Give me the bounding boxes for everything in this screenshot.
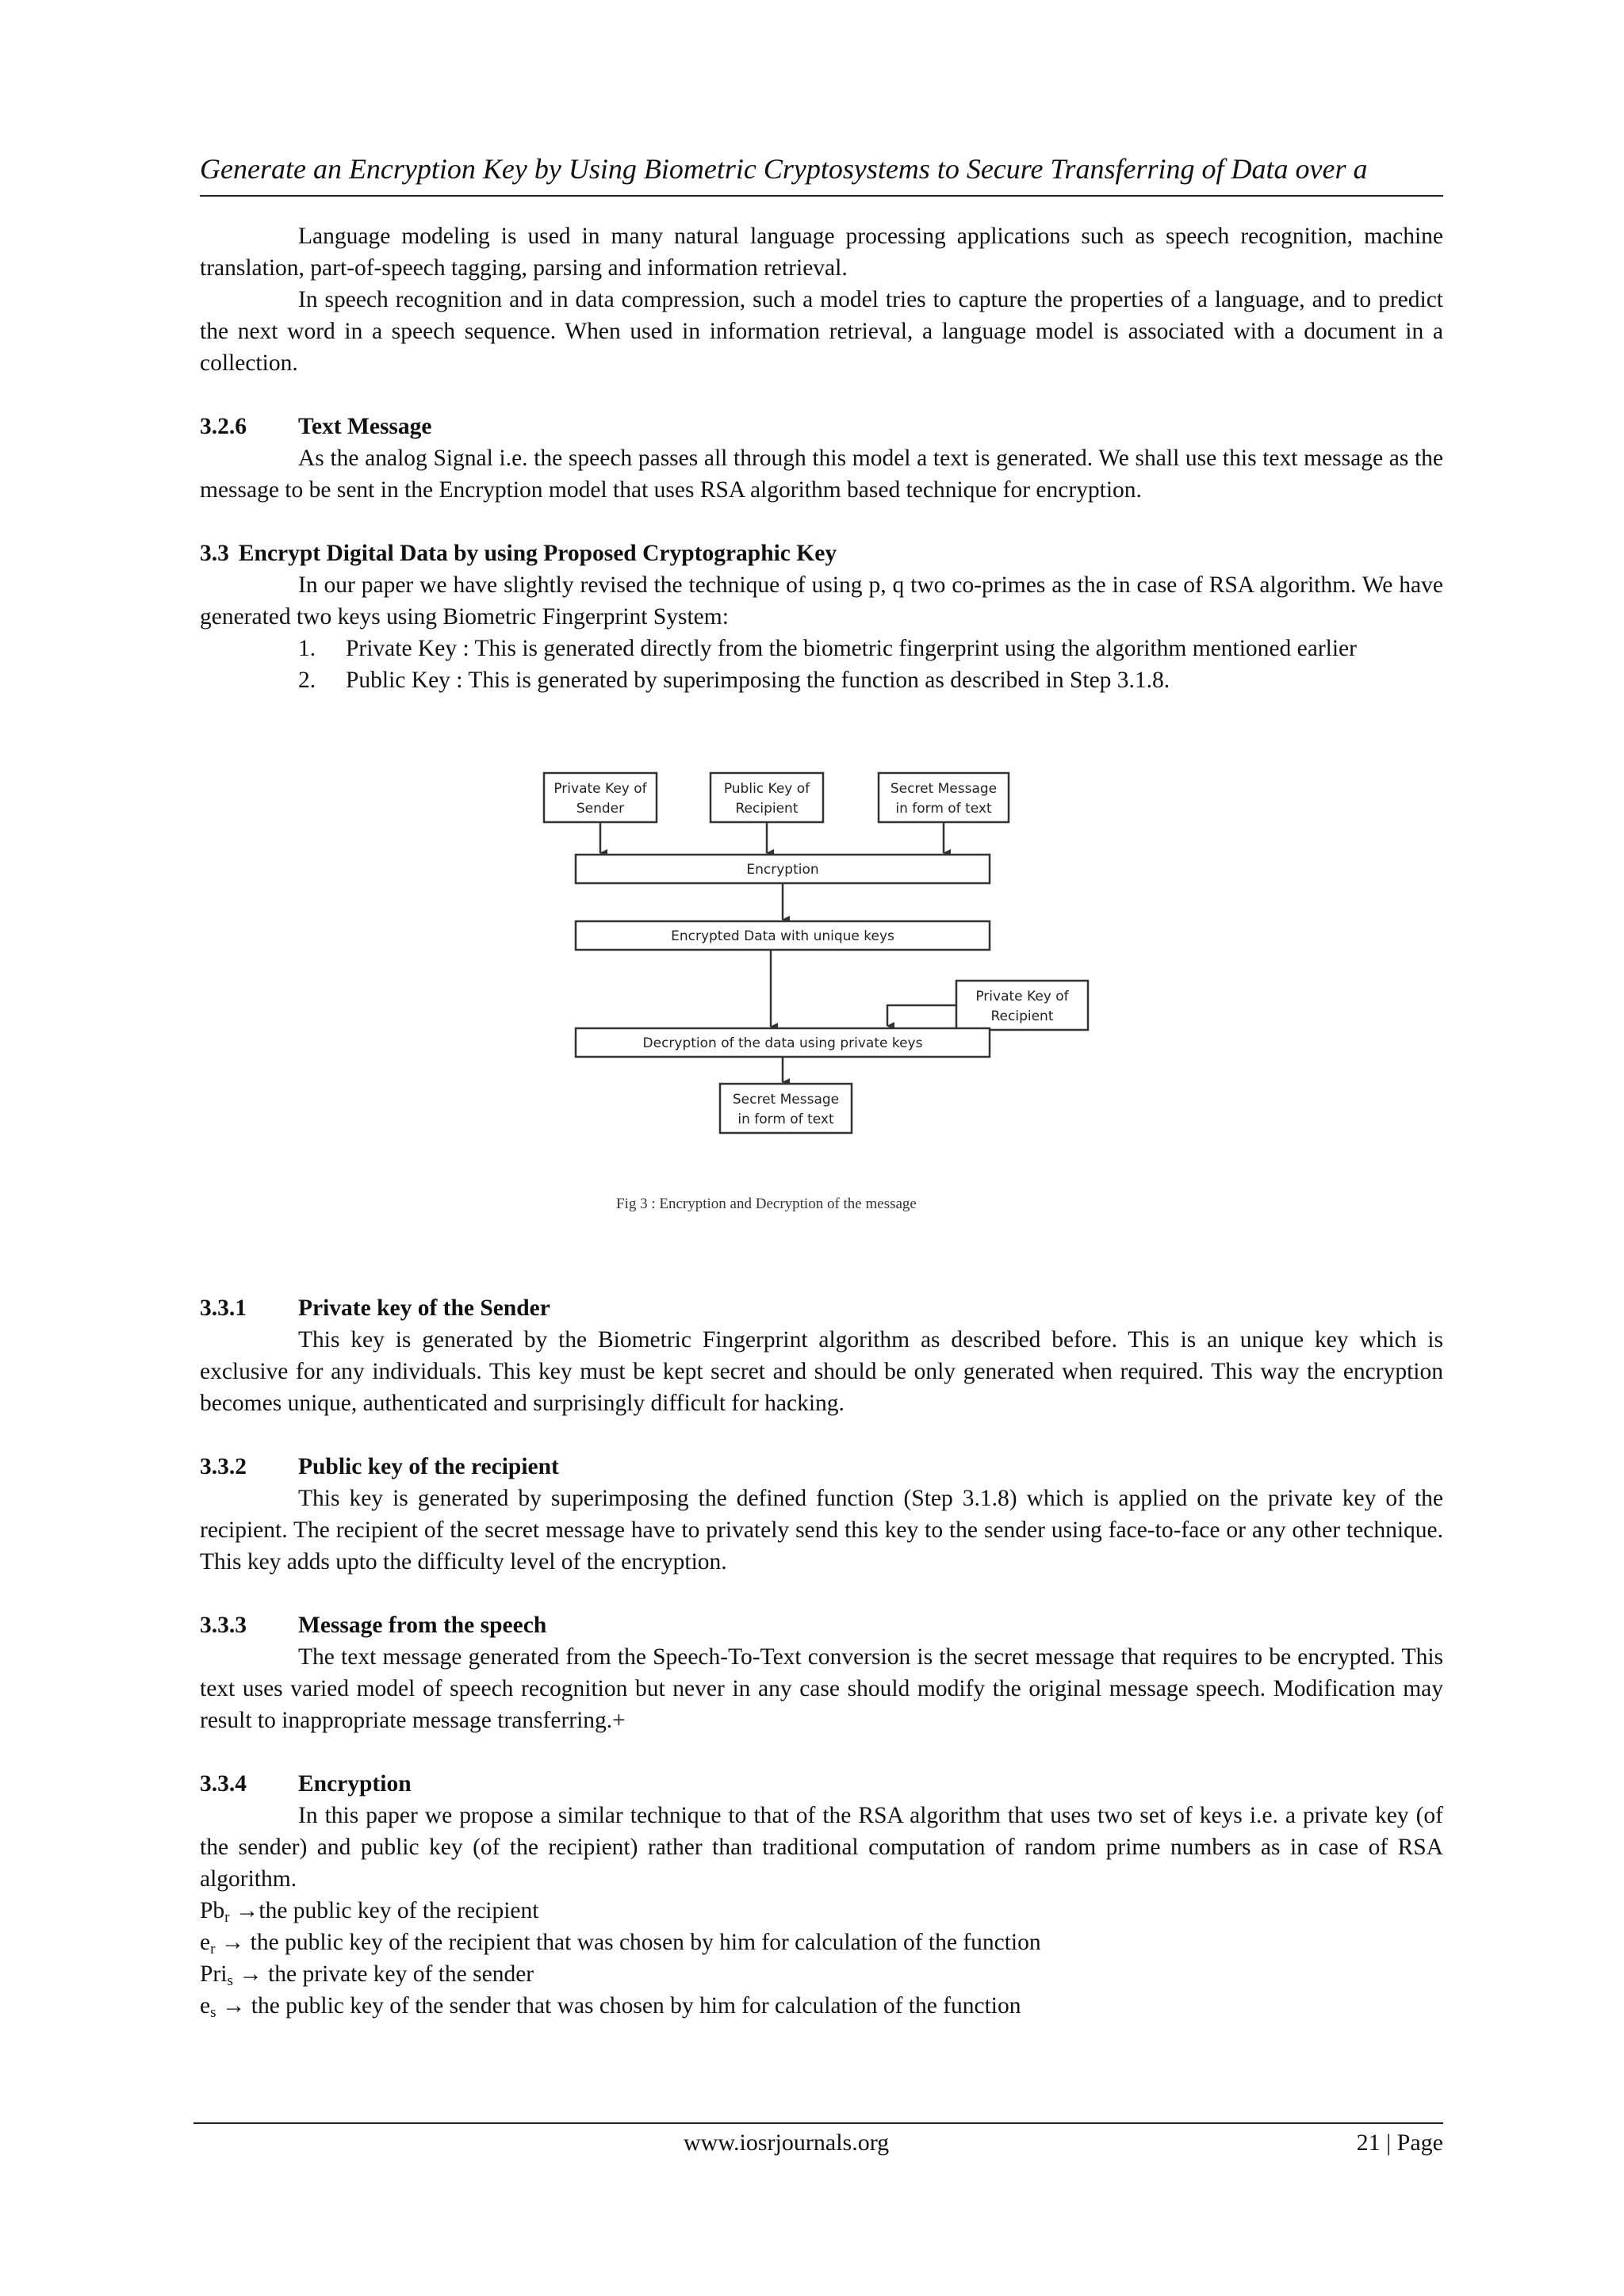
secret-message-output-label-2: in form of text (737, 1112, 834, 1127)
private-key-sender-label-2: Sender (576, 801, 625, 817)
figure-caption: Fig 3 : Encryption and Decryption of the message (616, 1196, 917, 1212)
secret-message-input-label-1: Secret Message (890, 781, 998, 797)
section-heading-3-3-3: 3.3.3 Message from the speech (200, 1613, 547, 1638)
section-3-3-2-paragraph: This key is generated by superimposing the defined function (Step 3.1.8) which is applied on the private key of the recipient. The recipient of the secret message have to privately send this key to the sender using face-to-face or any other technique. This key adds upto the difficulty level of the encryption. (200, 1486, 1443, 1575)
article-body (200, 220, 1443, 2022)
key-list-item: 2. Public Key : This is generated by superimposing the function as described in Step 3.1.8. (298, 668, 1170, 693)
intro-paragraph-1: Language modeling is used in many natural language processing applications such as speech recognition, machine translation, part-of-speech tagging, parsing and information retrieval. (200, 224, 1443, 281)
encryption-label: Encryption (746, 862, 819, 878)
symbol-definitions (200, 1895, 1443, 2022)
section-3-3-1-paragraph: This key is generated by the Biometric Fingerprint algorithm as described before. This is an unique key which is exclusive for any individuals. This key must be kept secret and should be only generated when required. This way the encryption becomes unique, authenticated and surprisingly difficult for hacking. (200, 1327, 1443, 1416)
private-key-sender-label-1: Private Key of (553, 781, 647, 797)
definition-line: $e_s$ → the public key of the sender that was chosen by him for calculation of the function (200, 1993, 1021, 2021)
section-heading-3-3: 3.3 Encrypt Digital Data by using Proposed Cryptographic Key (200, 541, 837, 566)
public-key-recipient-label-2: Recipient (735, 801, 799, 817)
header-rule (200, 195, 1443, 197)
section-heading-3-2-6: 3.2.6 Text Message (200, 414, 432, 439)
secret-message-output-label-1: Secret Message (732, 1092, 840, 1108)
section-3-3-4-paragraph: In this paper we propose a similar technique to that of the RSA algorithm that uses two set of keys i.e. a private key (of the sender) and public key (of the recipient) rather than traditional computation of random prime numbers as in case of RSA algorithm. (200, 1803, 1443, 1892)
section-heading-3-3-2: 3.3.2 Public key of the recipient (200, 1454, 559, 1479)
secret-message-input-label-2: in form of text (895, 801, 992, 817)
key-list-item: 1. Private Key : This is generated directly from the biometric fingerprint using the algorithm mentioned earlier (298, 636, 1357, 661)
flowchart-diagram (200, 704, 1443, 1292)
definition-line: $e_r$ → the public key of the recipient that was chosen by him for calculation of the function (200, 1930, 1041, 1957)
section-heading-3-3-1: 3.3.1 Private key of the Sender (200, 1295, 550, 1321)
page-number: 21 | Page (1356, 2130, 1443, 2156)
section-3-2-6-paragraph: As the analog Signal i.e. the speech passes all through this model a text is generated. We shall use this text message as the message to be sent in the Encryption model that uses RSA algorithm based technique for encryption. (200, 446, 1443, 503)
footer-url: www.iosrjournals.org (684, 2130, 890, 2156)
section-3-3-3-paragraph: The text message generated from the Speech-To-Text conversion is the secret message that requires to be encrypted. This text uses varied model of speech recognition but never in any case should modify the original message speech. Modification may result to inappropriate message transferring.+ (200, 1644, 1443, 1733)
section-3-3-paragraph: In our paper we have slightly revised the technique of using p, q two co-primes as the in case of RSA algorithm. We have generated two keys using Biometric Fingerprint System: (200, 572, 1443, 629)
figure-encryption-flow (200, 704, 1443, 1292)
running-header: Generate an Encryption Key by Using Biometric Cryptosystems to Secure Transferring of Data over a (200, 153, 1368, 185)
encrypted-data-label: Encrypted Data with unique keys (671, 928, 894, 944)
public-key-recipient-label-1: Public Key of (723, 781, 810, 797)
private-key-recipient-label-1: Private Key of (975, 989, 1069, 1004)
footer-rule (193, 2122, 1443, 2124)
key-list (200, 633, 1443, 696)
section-heading-3-3-4: 3.3.4 Encryption (200, 1771, 412, 1797)
definition-line: Pri$_s$ → the private key of the sender (200, 1961, 534, 1989)
private-key-recipient-label-2: Recipient (990, 1008, 1054, 1024)
definition-line: $Pb_r \to the$ public key of the recipient (200, 1898, 539, 1926)
intro-paragraph-2: In speech recognition and in data compression, such a model tries to capture the properties of a language, and to predict the next word in a speech sequence. When used in information retrieval, a language model is associated with a document in a collection. (200, 287, 1443, 376)
arrow-private-recipient (887, 1005, 956, 1026)
decryption-label: Decryption of the data using private keys (642, 1035, 923, 1051)
